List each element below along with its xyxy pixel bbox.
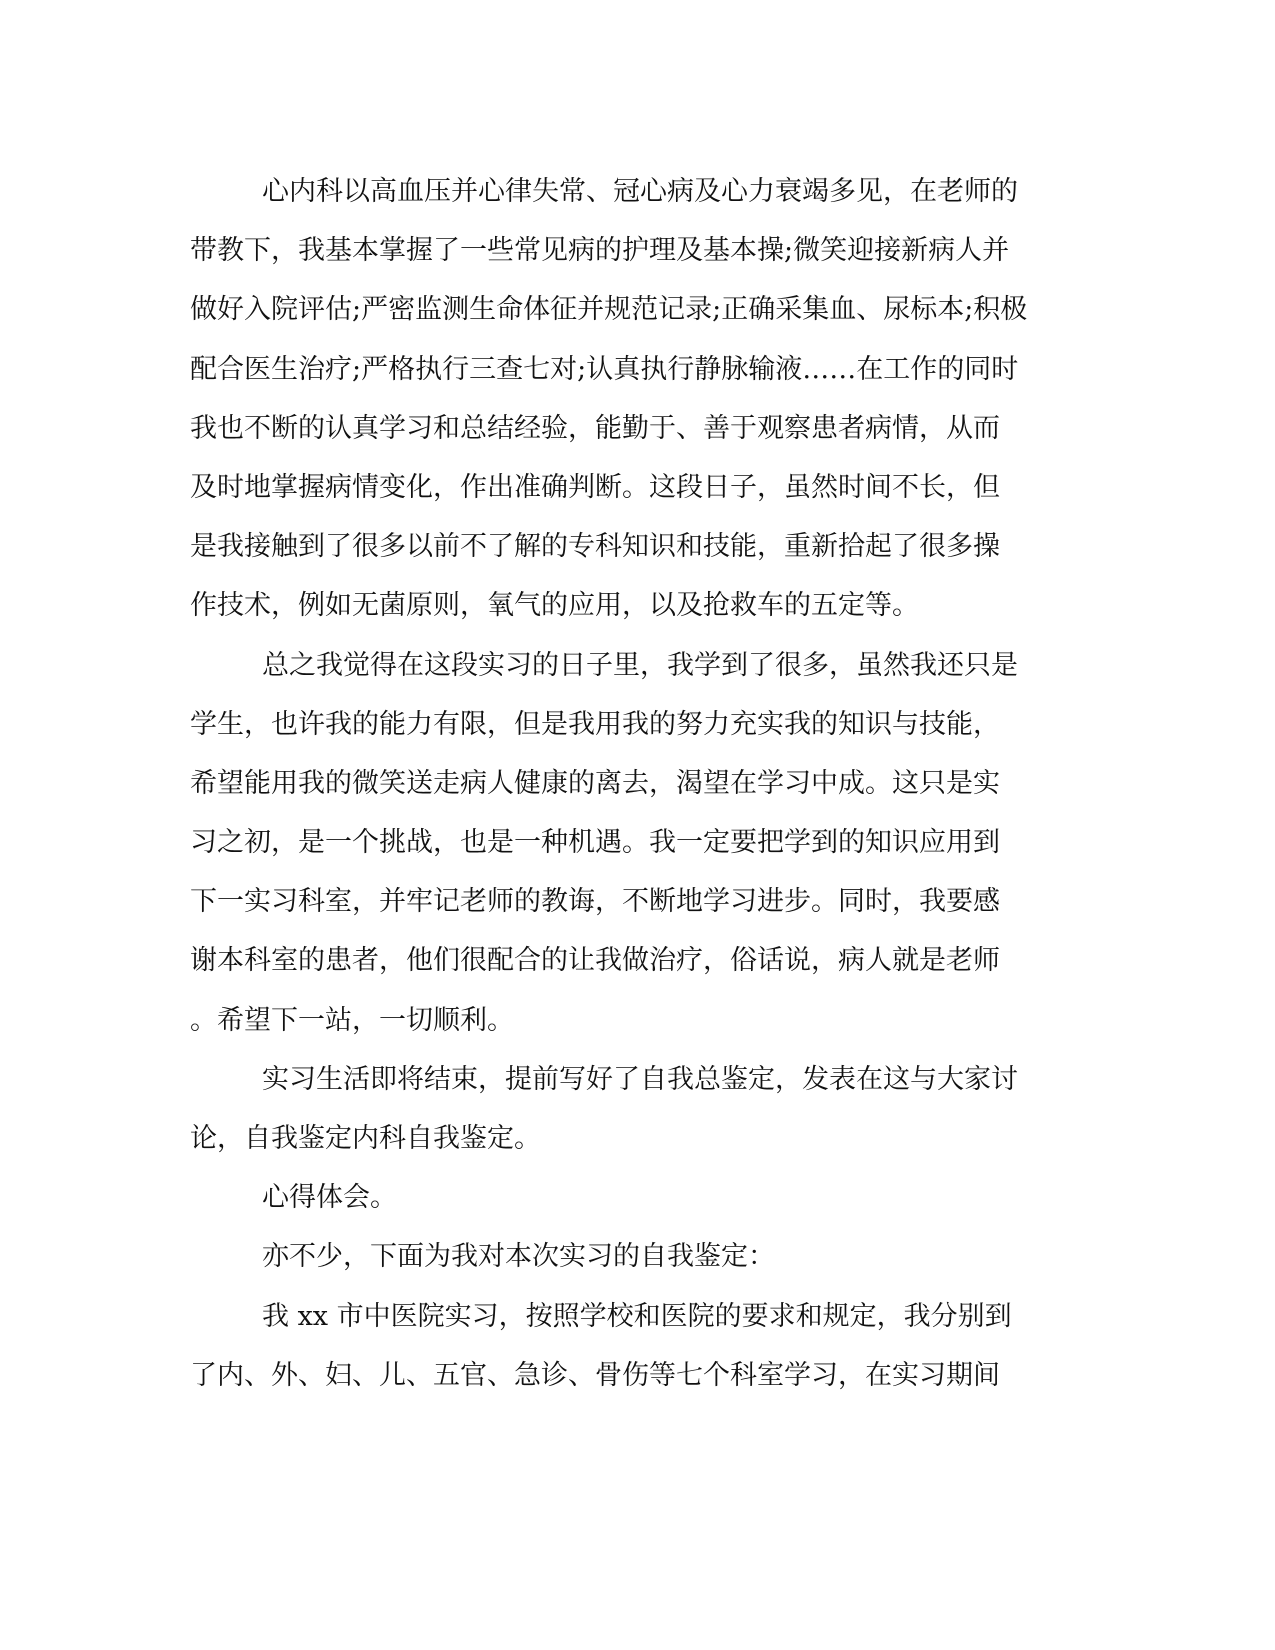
paragraph-line: 我 xx 市中医院实习，按照学校和医院的要求和规定，我分别到	[262, 1300, 1012, 1332]
paragraph-line: 了内、外、妇、儿、五官、急诊、骨伤等七个科室学习，在实习期间	[190, 1359, 1000, 1391]
paragraph-line: 。希望下一站，一切顺利。	[190, 1004, 514, 1036]
paragraph-line: 是我接触到了很多以前不了解的专科知识和技能，重新拾起了很多操	[190, 531, 1000, 563]
paragraph-line: 论，自我鉴定内科自我鉴定。	[190, 1123, 541, 1154]
paragraph-line: 心内科以高血压并心律失常、冠心病及心力衰竭多见，在老师的	[262, 176, 1018, 207]
paragraph-line: 学生，也许我的能力有限，但是我用我的努力充实我的知识与技能，	[190, 708, 1000, 740]
paragraph-line: 希望能用我的微笑送走病人健康的离去，渴望在学习中成。这只是实	[190, 767, 1000, 799]
document-body	[190, 162, 1090, 1405]
paragraph-line: 带教下，我基本掌握了一些常见病的护理及基本操;微笑迎接新病人并	[190, 235, 1010, 267]
paragraph-line: 心得体会。	[262, 1182, 397, 1214]
paragraph-line: 亦不少，下面为我对本次实习的自我鉴定：	[262, 1241, 775, 1273]
paragraph-line: 总之我觉得在这段实习的日子里，我学到了很多，虽然我还只是	[262, 649, 1018, 681]
paragraph-line: 我也不断的认真学习和总结经验，能勤于、善于观察患者病情，从而	[190, 412, 1000, 444]
paragraph-line: 下一实习科室，并牢记老师的教诲，不断地学习进步。同时，我要感	[190, 886, 1000, 918]
paragraph-line: 作技术，例如无菌原则，氧气的应用，以及抢救车的五定等。	[190, 590, 919, 622]
paragraph-line: 谢本科室的患者，他们很配合的让我做治疗，俗话说，病人就是老师	[190, 945, 1000, 977]
paragraph-line: 实习生活即将结束，提前写好了自我总鉴定，发表在这与大家讨	[262, 1063, 1018, 1095]
paragraph-line: 及时地掌握病情变化，作出准确判断。这段日子，虽然时间不长，但	[190, 471, 1000, 503]
paragraph-line: 做好入院评估;严密监测生命体征并规范记录;正确采集血、尿标本;积极	[190, 294, 1028, 326]
paragraph-line: 习之初，是一个挑战，也是一种机遇。我一定要把学到的知识应用到	[190, 827, 1000, 859]
paragraph-line: 配合医生治疗;严格执行三查七对;认真执行静脉输液……在工作的同时	[190, 353, 1019, 385]
